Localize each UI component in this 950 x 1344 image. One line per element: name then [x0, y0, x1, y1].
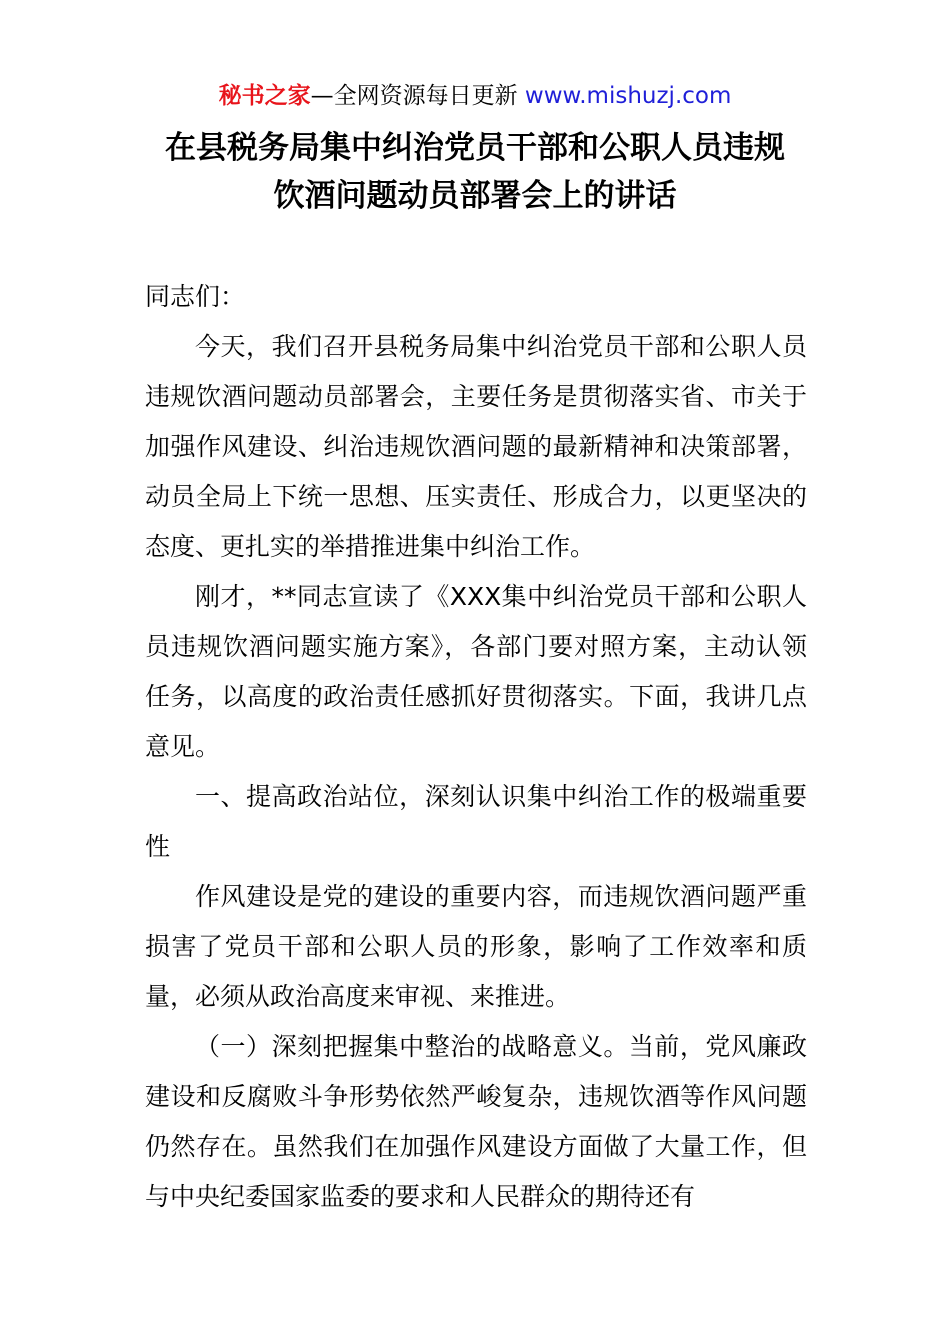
site-name: 秘书之家: [218, 83, 311, 109]
site-url-link[interactable]: www.mishuzj.com: [524, 83, 732, 109]
salutation: 同志们：: [145, 282, 246, 311]
document-title: [0, 124, 950, 220]
title-line-2: 饮酒问题动员部署会上的讲话: [273, 178, 677, 214]
paragraph-intro: 刚才，**同志宣读了《XXX集中纠治党员干部和公职人员违规饮酒问题实施方案》，各部门要对照方案，主动认领任务，以高度的政治责任感抓好贯彻落实。下面，我讲几点意见。: [145, 582, 807, 761]
paragraph-opening: 今天，我们召开县税务局集中纠治党员干部和公职人员违规饮酒问题动员部署会，主要任务是贯彻落实省、市关于加强作风建设、纠治违规饮酒问题的最新精神和决策部署，动员全局上下统一思想、压实责任、形成合力，以更坚决的态度、更扎实的举措推进集中纠治工作。: [145, 332, 807, 561]
site-header: [0, 78, 950, 114]
paragraph-section-1: 作风建设是党的建设的重要内容，而违规饮酒问题严重损害了党员干部和公职人员的形象，影响了工作效率和质量，必须从政治高度来审视、来推进。: [145, 882, 807, 1011]
section-heading-1: 一、提高政治站位，深刻认识集中纠治工作的极端重要性: [145, 782, 807, 861]
paragraph-subsection-1: （一）深刻把握集中整治的战略意义。当前，党风廉政建设和反腐败斗争形势依然严峻复杂，违规饮酒等作风问题仍然存在。虽然我们在加强作风建设方面做了大量工作，但与中央纪委国家监委的要求和人民群众的期待还有: [145, 1032, 807, 1211]
title-line-1: 在县税务局集中纠治党员干部和公职人员违规: [165, 130, 785, 166]
site-tagline: —全网资源每日更新: [310, 83, 525, 109]
document-body: [145, 272, 807, 1222]
